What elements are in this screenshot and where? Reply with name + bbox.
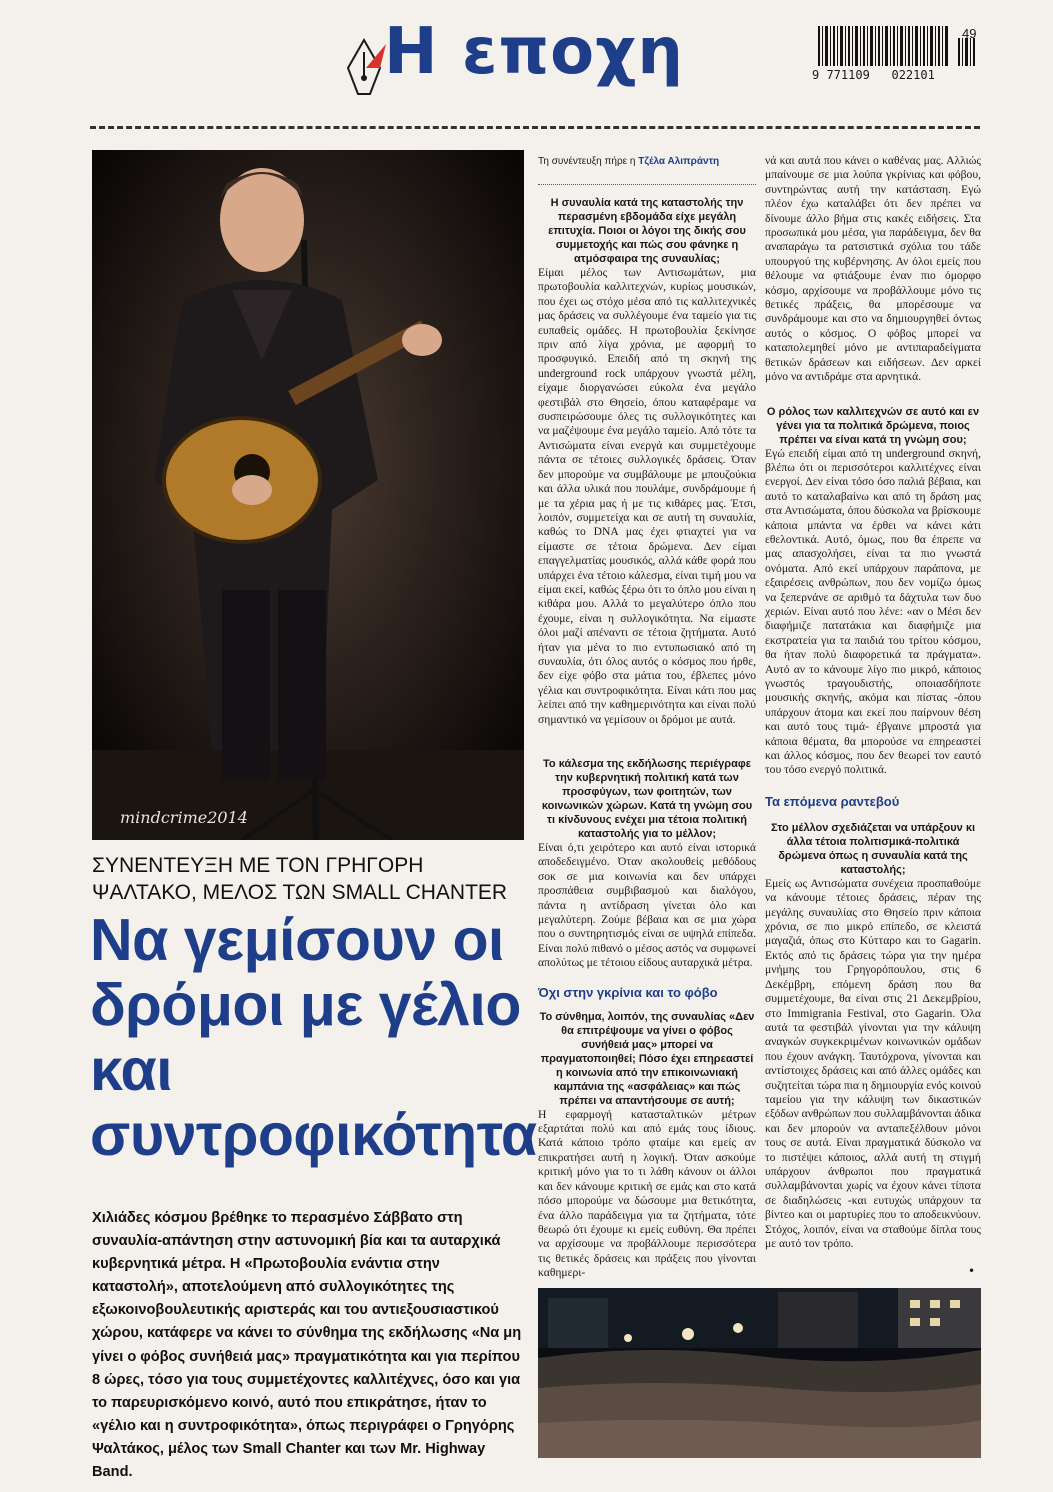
photo-signature: mindcrime2014 (120, 808, 248, 827)
question-1: Η συναυλία κατά της καταστολής την περασμένη εβδομάδα είχε μεγάλη επιτυχία. Ποιοι οι λόγοι της δικής σου συμμετοχής και πώς σου φάνηκε η ατμόσφαιρα της συναυλίας; (548, 197, 746, 265)
answer-1: Είμαι μέλος των Αντισωμάτων, μια πρωτοβουλία καλλιτεχνών, κυρίως μουσικών, που έχει ως στόχο μέσα από τις καλλιτεχνικές μας δράσεις να συλλέγουμε ένα ταμείο για τις ευπαθείς ομάδες. Η πρωτοβουλία ξεκίνησε πριν από λίγα χρόνια, με αφορμή το προσφυγικό. Επειδή από τη σκηνή της underground rock υπάρχουν γνωστά μέλη, είχαμε διοργανώσει εύκολα ένα μεγάλο φεστιβάλ στο Θησείο, όπου καταφέραμε να συσπειρώσουμε όλες τις συλλογικότητες και να μαζέψουμε ένα μεγάλο ταμείο. Από τότε τα Αντισώματα είναι ενεργά και συμμετέχουμε πάντα σε τέτοιες συλλογικές δράσεις. Όταν δεν μπορούμε να συμβάλουμε με μπουζούκια και άλλα υλικά που πουλάμε, συνδράμουμε ή με τα χέρια μας ή με τις κιθάρες μας. Έτσι, λοιπόν, συμμετείχα και σε αυτή τη συναυλία, καθώς το DNA μας έχει φτιαχτεί για να είμαστε σε τέτοια δρώμενα. Δεν είμαι επαγγελματίας μουσικός, αλλά κάθε φορά που υπάρχει ένα τέτοιο κάλεσμα, είναι τιμή μου να είμαι εκεί, καθώς ξέρω ότι το όπλο μου είναι η κιθάρα μου. Αλλά το μεγαλύτερο όπλο που έχουμε, είναι η συλλογικότητα. Να είμαστε όλοι μαζί απέναντι σε τέτοια ζητήματα. Αυτό ήταν για μένα το πιο εντυπωσιακό από τη συναυλία, ότι όλος αυτός ο κόσμος που ήρθε, δεν είχε φόβο στα μάτια του, έβλεπες μόνο γέλια και συντροφικότητα. Είναι κάτι που μας λείπει από την καθημερινότητα και είναι πολύ σημαντικό να γεμίσουν οι δρόμοι με αυτά. (538, 266, 756, 726)
middle-column (538, 196, 756, 1281)
masthead-divider (90, 126, 980, 129)
crowd-photo (538, 1288, 981, 1458)
barcode-number: 9 771109 022101 (812, 68, 935, 82)
question-2: Το κάλεσμα της εκδήλωσης περιέγραφε την κυβερνητική πολιτική κατά των προσφύγων, των φοιτητών, των κοινωνικών χώρων. Κατά τη γνώμη σου τι κίνδυνους ενέχει μια τέτοια πολιτική καταστολής για το μέλλον; (541, 758, 753, 840)
page-number: 49 (962, 26, 977, 41)
question-4: Ο ρόλος των καλλιτεχνών σε αυτό και εν γένει για τα πολιτικά δρώμενα, ποιος πρέπει να είναι κατά τη γνώμη σου; (766, 405, 980, 446)
article-lead: Χιλιάδες κόσμου βρέθηκε το περασμένο Σάββατο στη συναυλία-απάντηση στην αστυνομική βία και τα αυταρχικά κυβερνητικά μέτρα. Η «Πρωτοβουλία ενάντια στην καταστολή», αποτελούμενη από συλλογικότητες της εξωκοινοβουλευτικής αριστεράς και του αντιεξουσιαστικού χώρου, κατάφερε να κάνει το σύνθημα της εκδήλωσης «Να μη γίνει ο φόβος συνήθειά μας» πραγματικότητα και για περίπου 8 ώρες, τόσο για τους συμμετέχοντες καλλιτέχνες, όσο και για το παρευρισκόμενο κοινό, αυτό που επικράτησε, ήταν το «γέλιο και η συντροφικότητα», όπως περιγράφει ο Γρηγόρης Ψαλτάκος, μέλος των Small Chanter και των Mr. Highway Band. (92, 1210, 522, 1481)
answer-3-continued: νά και αυτά που κάνει ο καθένας μας. Αλλιώς μπαίνουμε σε μια λούπα γκρίνιας και φόβου, συντηρώντας αυτή την κατάσταση. Εγώ πλέον έχω καταλάβει ότι δεν πρέπει να δίνουμε άλλο βήμα στις κακές ειδήσεις. Στα προσωπικά μου μέσα, για παράδειγμα, δεν θα αναπαράγω τα ρατσιστικά σχόλια του τάδε υπουργού της κυβέρνησης. Αν όλοι εμείς που θέλουμε να φτιάξουμε έναν πιο όμορφο κόσμο, αρχίσουμε να προβάλλουμε μόνο τις θετικές πράξεις, θα μπορέσουμε να συνδράμουμε και στο να δημιουργηθεί όντως αυτός ο κόσμος. Ο φόβος μπορεί να καταπολεμηθεί μόνο με αντιπαραδείγματα θετικών δράσεων και ειδήσεων. Δεν αρκεί μόνο να αντιδράμε στα αρνητικά. (765, 154, 981, 384)
credit-name: Τζέλα Αλιπράντη (638, 156, 720, 167)
answer-2: Είναι ό,τι χειρότερο και αυτό είναι ιστορικά αποδεδειγμένο. Όταν ακολουθείς μεθόδους σοκ σε μια κοινωνία και δεν υπάρχει προσπάθεια συμβιβασμού και διαλόγου, πάντα η αντίδραση γίνεται όλο και μεγαλύτερη. Ζούμε βέβαια και σε μια χώρα που ο συντηρητισμός είναι σε υψηλά επίπεδα. Είναι πολύ πιθανό ο μέσος αστός να συμφωνεί απολύτως με τέτοιου είδους αυταρχικά μέτρα. (538, 841, 756, 970)
subheading-fear: Όχι στην γκρίνια και το φόβο (538, 984, 718, 1000)
answer-3: Η εφαρμογή κατασταλτικών μέτρων εξαρτάται πολύ και από εμάς τους ίδιους. Κατά κάποιο τρόπο φταίμε και εμείς αν επικρατήσει αυτή η λογική. Όταν ασκούμε κριτική μόνο για το τι λάθη κάνουν οι άλλοι και δεν κάνουμε κριτική σε εμάς και στο κατά πόσο μπορούμε να δώσουμε μια θετικότητα, ένα άλλο παράδειγμα για τα ζητήματα, τότε θεωρώ ότι έχουμε κι εμείς ευθύνη. Θα πρέπει να αρχίσουμε να προβάλλουμε περισσότερα τις θετικές δράσεις και πράξεις που γίνονται καθημερι- (538, 1107, 756, 1280)
article-headline: Να γεμίσουν οι δρόμοι με γέλιο και συντροφικότητα (90, 907, 537, 1168)
answer-5: Εμείς ως Αντισώματα συνέχεια προσπαθούμε να κάνουμε τέτοιες δράσεις, πέραν της μεγάλης συναυλίας στο Θησείο πριν κάποια χρόνια, σε πιο μικρό επίπεδο, σε κλειστά μαγαζιά, όπως στο Κύτταρο και το Gagarin. Εκτός από τις δράσεις τώρα για την ημέρα μνήμης του Γρηγορόπουλου, στις 6 Δεκέμβρη, επόμενη δράση που θα συμμετέχουμε, θα είναι στις 21 Δεκεμβρίου, στο Immigrania Festival, στο Gagarin. Όλα αυτά τα φεστιβάλ γίνονται για την κάλυψη αναγκών συγκεκριμένων κοινωνικών ομάδων που έχουν ανάγκη. Ταυτόχρονα, γίνονται και αντίστοιχες δράσεις και από άλλες ομάδες και συζητείται τώρα πια η δημιουργία ενός κοινού ταμείου για την κάλυψη των δικαστικών εξόδων ανθρώπων που συλλαμβάνονται άδικα και δεν μπορούν να ανταπεξέλθουν μόνοι τους σε αυτά. Είναι πραγματικά δύσκολο να το πιστέψει κάποιος, αλλά αυτή τη στιγμή υπάρχουν άνθρωποι που πραγματικά συλλαμβάνονται χωρίς να έχουν κάνει τίποτα σε διαδηλώσεις -και ευτυχώς υπάρχουν τα βίντεο και οι μαρτυρίες που το αποδεικνύουν. Στόχος, λοιπόν, είναι να σταθούμε δίπλα τους με αυτό τον τρόπο. (765, 876, 981, 1250)
article-kicker: ΣΥΝΕΝΤΕΥΞΗ ΜΕ ΤΟΝ ΓΡΗΓΟΡΗ ΨΑΛΤΑΚΟ, ΜΕΛΟΣ ΤΩΝ SMALL CHANTER (92, 854, 508, 904)
answer-4: Εγώ επειδή είμαι από τη underground σκηνή, βλέπω ότι οι περισσότεροι καλλιτέχνες είναι ενεργοί. Δεν είναι τόσο όσο παλιά βέβαια, και αυτό το καταλαβαίνω και από τη δράση μας στα Αντισώματα, όπου δύσκολα να βρίσκουμε κάποια μπάντα να έρθει να κάνει κάτι εθελοντικά. Αυτό, όμως, που θα έπρεπε να μας απασχολήσει, είναι τα πιο γνωστά ονόματα. Από εκεί υπάρχουν παράπονα, με εξαιρέσεις ανθρώπων, που δεν νομίζω όμως να ξεπερνάνε σε αριθμό τα δάχτυλα των δυο χεριών. Είναι αυτό που λένε: «αν ο Μέσι δεν διαφήμιζε πατατάκια και διαφήμιζε μια εκστρατεία για τα παιδιά του τρίτου κόσμου, θα ήταν πολύ διαφορετικά τα πράγματα». Αυτό αν το κάνουμε λίγο πιο μικρό, κάποιος γνωστός τραγουδιστής, οποιασδήποτε μουσικής σκηνής, ακόμα και πίστας -όπου υπάρχουν άτομα και εκεί που παίρνουν θέση και αυτό τους τιμά- έβγαινε μπροστά για κάποια θέματα, θα μπορούσε να επηρεαστεί και άλλος κόσμος, που δεν θεωρεί τον εαυτό του τόσο ενεργό πολιτικά. (765, 446, 981, 777)
newspaper-title: Η εποχη (384, 15, 684, 89)
barcode-icon (818, 26, 978, 70)
right-column (765, 154, 981, 1251)
credit-divider (538, 184, 756, 185)
question-3: Το σύνθημα, λοιπόν, της συναυλίας «Δεν θα επιτρέψουμε να γίνει ο φόβος συνήθειά μας» μπορεί να πραγματοποιηθεί; Πόσο έχει επηρεαστεί η κοινωνία από την επικοινωνιακή καμπάνια της «ασφάλειας» και πώς πρέπει να απαντήσουμε σε αυτή; (539, 1010, 755, 1107)
credit-prefix: Τη συνέντευξη πήρε η (538, 156, 636, 167)
subheading-next-dates: Τα επόμενα ραντεβού (765, 793, 900, 809)
end-bullet: • (968, 1264, 976, 1278)
interview-credit (538, 156, 756, 168)
pen-nib-logo-icon (340, 38, 388, 100)
concert-photo (92, 150, 524, 840)
question-5: Στο μέλλον σχεδιάζεται να υπάρξουν κι άλλα τέτοια πολιτισμικά-πολιτικά δρώμενα όπως η συναυλία κατά της καταστολής; (770, 821, 976, 876)
